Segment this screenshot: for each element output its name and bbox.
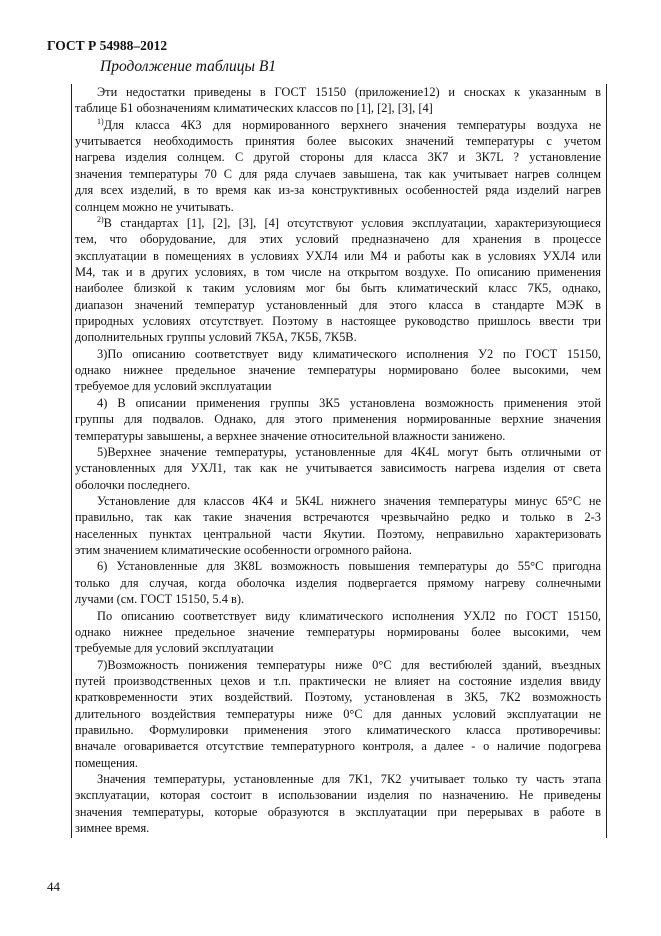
line-text: наиболее близкой к таким условиям мог бы быть климатический класс 7К5, однако,	[75, 281, 601, 296]
line-text: М4, так и в других условиях, в том числе на открытом воздухе. По описанию применения	[75, 264, 601, 279]
footnote-marker: 2)	[97, 214, 104, 224]
paragraph-line	[75, 820, 601, 836]
line-text: вначале оговаривается отсутствие температурного контроля, а далее - о наличие подогрева	[75, 739, 601, 754]
line-text: правильно, так как такие значения встречаются чрезвычайно редко и только в 2-3	[75, 510, 601, 525]
paragraph	[75, 608, 601, 657]
paragraph-line	[75, 100, 601, 116]
footnote-marker: 1)	[97, 116, 104, 126]
line-text: 6) Установленные для 3К8L возможность повышения температуры до 55°С пригодна	[97, 559, 601, 574]
line-text: значения температуры, которые образуются в эксплуатации при перерывах в работе в	[75, 804, 601, 819]
line-text: Для класса 4К3 для нормированного верхнего значения температуры воздуха не	[103, 117, 601, 132]
paragraph-line	[75, 166, 601, 182]
paragraph-line	[75, 493, 601, 509]
line-text: длительного воздействия температуры ниже 0°С для данных условий эксплуатации не	[75, 706, 601, 721]
line-text: 7)Возможность понижения температуры ниже 0°С для вестибюлей зданий, въездных	[97, 657, 601, 672]
paragraph-line	[75, 84, 601, 100]
line-text: однако нижнее предельное значение температуры нормировано более высокими, чем	[75, 363, 601, 378]
line-text: эксплуатации, которая состоит в использовании изделия по назначению. Не приведены	[75, 788, 601, 803]
paragraph-line	[75, 444, 601, 460]
paragraph-line	[75, 117, 601, 133]
paragraph-line	[75, 215, 601, 231]
paragraph	[75, 215, 601, 346]
paragraph-line	[75, 329, 601, 345]
line-text: кратковременности этих воздействий. Поэтому, установленая в 3К5, 7К2 возможность	[75, 690, 601, 705]
paragraph	[75, 558, 601, 607]
line-text: нагрева изделия солнцем. С другой стороны для класса 3К7 и 3К7L ? установление	[75, 150, 601, 165]
paragraph-line	[75, 248, 601, 264]
paragraph-line	[75, 411, 601, 427]
paragraph	[75, 84, 601, 117]
paragraph-line	[75, 346, 601, 362]
line-text: таблице Б1 обозначениям климатических классов по [1], [2], [3], [4]	[75, 101, 433, 116]
paragraph-line	[75, 657, 601, 673]
line-text: солнцем можно не учитывать.	[75, 199, 234, 214]
paragraph-line	[75, 575, 601, 591]
line-text: группы для подвалов. Однако, для этого применения нормированные верхние значения	[75, 412, 601, 427]
line-text: природных условиях отсутствует. Поэтому в настоящее руководство пришлось ввести три	[75, 314, 601, 329]
line-text: для всех изделий, в то время как из-за конструктивных особенностей ряда изделий нагрев	[75, 183, 601, 198]
paragraph-line	[75, 706, 601, 722]
paragraph-line	[75, 526, 601, 542]
line-text: установленных для УХЛ1, так как не учитывается зависимость нагрева изделия от света	[75, 461, 601, 476]
paragraph-line	[75, 558, 601, 574]
paragraph-line	[75, 199, 601, 215]
paragraph-line	[75, 182, 601, 198]
paragraph-line	[75, 591, 601, 607]
page-number: 44	[47, 879, 60, 894]
paragraph-line	[75, 297, 601, 313]
line-text: По описанию соответствует виду климатического исполнения УХЛ2 по ГОСТ 15150,	[97, 608, 601, 623]
paragraph	[75, 657, 601, 772]
paragraph-line	[75, 804, 601, 820]
line-text: тем, что оборудование, для этих условий предназначено для хранения в процессе	[75, 232, 601, 247]
paragraph-line	[75, 509, 601, 525]
line-text: эксплуатации в помещениях в условиях УХЛ4 или М4 и работы как в условиях УХЛ4 или	[75, 248, 601, 263]
line-text: лучами (см. ГОСТ 15150, 5.4 в).	[75, 592, 245, 607]
paragraph	[75, 771, 601, 836]
line-text: только для случая, когда оболочка изделия подвергается прямому нагреву солнечными	[75, 575, 601, 590]
line-text: требуемое для условий эксплуатации	[75, 379, 272, 394]
paragraph-line	[75, 787, 601, 803]
paragraph	[75, 493, 601, 558]
line-text: 4) В описании применения группы 3К5 установлена возможность применения этой	[97, 395, 601, 410]
line-text: этим значением климатические особенности огромного района.	[75, 543, 413, 558]
line-text: помещения.	[75, 755, 139, 770]
paragraph-line	[75, 313, 601, 329]
paragraph-line	[75, 477, 601, 493]
line-text: требуемые для условий эксплуатации	[75, 641, 274, 656]
paragraph-line	[75, 231, 601, 247]
paragraph	[75, 346, 601, 395]
line-text: температуры завышены, а верхнее значение относительной влажности занижено.	[75, 428, 506, 443]
line-text: путей производственных цехов и т.п. практически не влияет на состояние изделия ввиду	[75, 673, 601, 688]
line-text: однако нижнее предельное значение температуры нормированы более высокими, чем	[75, 624, 601, 639]
paragraph-line	[75, 542, 601, 558]
paragraph	[75, 444, 601, 493]
paragraph-line	[75, 149, 601, 165]
paragraph-line	[75, 133, 601, 149]
line-text: Установление для классов 4К4 и 5К4L нижнего значения температуры минус 65°С не	[97, 493, 601, 508]
paragraph-line	[75, 624, 601, 640]
line-text: учитывается необходимость принятия более высоких значений температуры с учетом	[75, 134, 601, 149]
paragraph-line	[75, 640, 601, 656]
paragraph-line	[75, 738, 601, 754]
line-text: Эти недостатки приведены в ГОСТ 15150 (приложение12) и сносках к указанным в	[97, 85, 601, 99]
line-text: населенных пунктах центральной части Якутии. Поэтому, неправильно характеризовать	[75, 526, 601, 541]
paragraph-line	[75, 673, 601, 689]
line-text: значения температуры 70 С для ряда случаев завышена, так как учитывает нагрев солнцем	[75, 166, 601, 181]
paragraph-line	[75, 362, 601, 378]
paragraph-line	[75, 395, 601, 411]
line-text: Значения температуры, установленные для 7К1, 7К2 учитывает только ту часть этапа	[97, 772, 601, 787]
line-text: В стандартах [1], [2], [3], [4] отсутствуют условия эксплуатации, характеризующиеся	[103, 215, 601, 230]
paragraph-line	[75, 428, 601, 444]
line-text: диапазон значений температур установленный для этого класса в стандарте МЭК в	[75, 297, 601, 312]
notes-content	[75, 84, 601, 837]
paragraph	[75, 117, 601, 215]
paragraph-line	[75, 378, 601, 394]
paragraph-line	[75, 280, 601, 296]
paragraph	[75, 395, 601, 444]
table-continuation-title: Продолжение таблицы В1	[100, 58, 277, 75]
paragraph-line	[75, 608, 601, 624]
paragraph-line	[75, 689, 601, 705]
line-text: зимнее время.	[75, 821, 150, 836]
paragraph-line	[75, 722, 601, 738]
paragraph-line	[75, 460, 601, 476]
document-id: ГОСТ Р 54988–2012	[47, 38, 168, 53]
line-text: дополнительных группы условий 7К5А, 7К5Б, 7К5В.	[75, 330, 357, 345]
paragraph-line	[75, 264, 601, 280]
table-cell-notes	[71, 84, 607, 838]
paragraph-line	[75, 771, 601, 787]
line-text: 3)По описанию соответствует виду климатического исполнения У2 по ГОСТ 15150,	[97, 346, 601, 361]
line-text: 5)Верхнее значение температуры, установленные для 4К4L могут быть отличными от	[97, 444, 601, 459]
paragraph-line	[75, 755, 601, 771]
line-text: оболочки последнего.	[75, 477, 191, 492]
line-text: правильно. Формулировки применения этого климатического класса противоречивы:	[75, 723, 601, 738]
